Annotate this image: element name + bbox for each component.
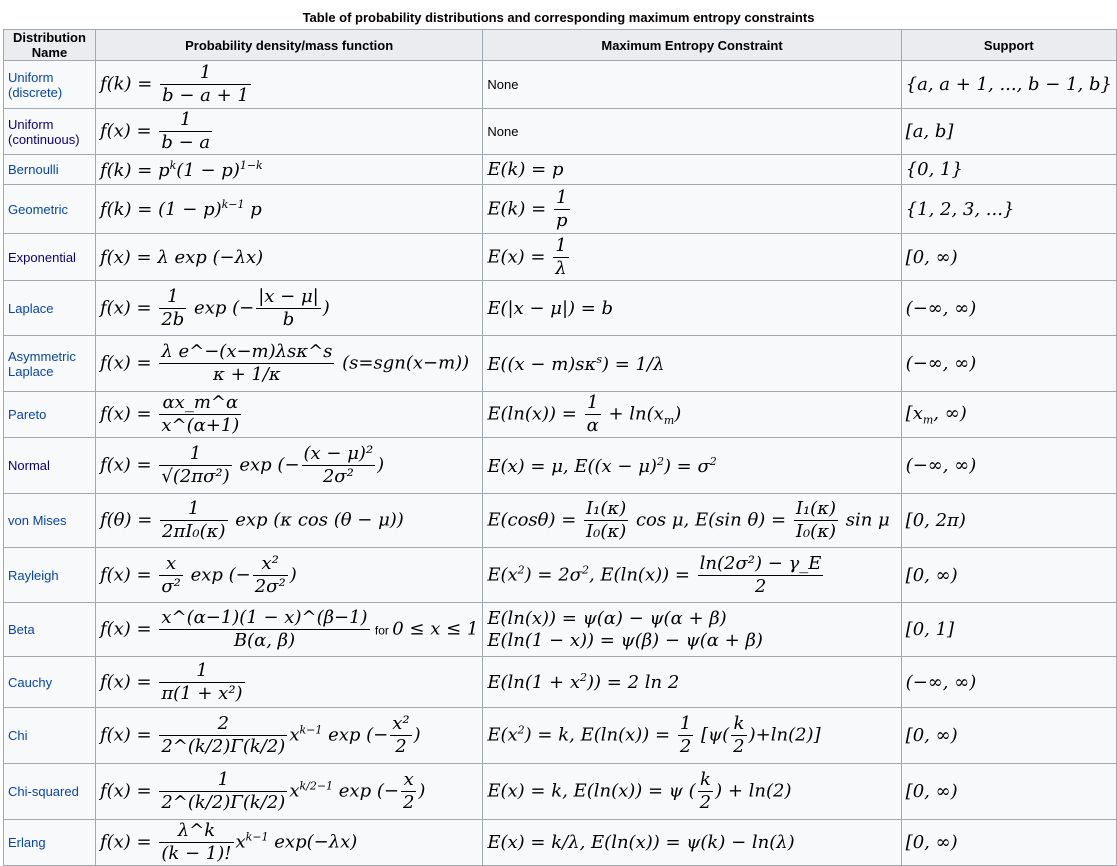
fraction	[401, 769, 416, 814]
math-text: E(x	[487, 724, 518, 746]
numerator: |x − μ|	[258, 285, 319, 307]
denominator: (k − 1)!	[161, 843, 232, 864]
constraint-cell: None	[483, 61, 901, 109]
numerator: 1	[159, 443, 231, 466]
table-caption: Table of probability distributions and corresponding maximum entropy constraints	[302, 10, 815, 25]
math-text: , ∞)	[933, 402, 967, 424]
math-text: f(θ) =	[99, 509, 159, 531]
numerator: 1	[160, 62, 251, 85]
superscript: 1−k	[239, 158, 263, 172]
pdf-cell	[95, 155, 482, 185]
fraction	[585, 392, 601, 437]
math-text: )) = 2 ln 2	[587, 672, 680, 693]
pdf-cell	[95, 234, 482, 281]
support-cell	[901, 820, 1116, 866]
math-text: f(k) =	[99, 73, 159, 95]
distribution-name-cell	[4, 708, 96, 764]
table-row	[4, 61, 1117, 109]
distribution-link[interactable]: Bernoulli	[8, 162, 59, 177]
math-text: f(k) = (1 − p)	[99, 199, 222, 220]
math-text: f(x) =	[99, 724, 158, 746]
pdf-cell	[95, 764, 482, 820]
fraction	[731, 713, 746, 758]
denominator: 2	[754, 575, 767, 597]
distribution-link[interactable]: Uniform (continuous)	[8, 116, 80, 147]
distribution-link[interactable]: von Mises	[8, 513, 67, 528]
math-text: )	[322, 297, 330, 318]
math-text: E(ln(1 + x	[487, 672, 581, 693]
math-text: ) = k, E(ln(x)) =	[524, 724, 676, 746]
fraction	[159, 769, 287, 814]
distribution-link[interactable]: Laplace	[8, 300, 54, 316]
support-cell	[901, 109, 1116, 155]
pdf-cell	[95, 603, 482, 657]
numerator: 1	[679, 713, 692, 734]
superscript: 2	[656, 454, 664, 468]
numerator: αx_m^α	[159, 392, 241, 415]
numerator: (x − μ)²	[303, 443, 374, 464]
table-row	[4, 494, 1117, 548]
denominator: 2^(k/2)Γ(k/2)	[161, 736, 286, 757]
math-text: [0, ∞)	[905, 246, 958, 268]
denominator: λ	[555, 257, 567, 279]
distribution-name-cell	[4, 494, 96, 548]
pdf-cell	[95, 438, 482, 494]
constraint-cell	[483, 336, 901, 392]
math-text: f(x) =	[99, 671, 158, 692]
denominator: 2^(k/2)Γ(k/2)	[161, 792, 286, 813]
math-text: E(ln(x)) =	[487, 403, 583, 425]
header-support: Support	[901, 30, 1116, 61]
distribution-name-cell	[4, 185, 96, 234]
pdf-cell	[95, 281, 482, 336]
math-text: ) + ln(2)	[715, 780, 792, 802]
superscript: 2	[580, 671, 588, 684]
distribution-name-cell	[4, 281, 96, 336]
math-text: E(x) = k/λ, E(ln(x)) = ψ(k) − ln(λ)	[487, 832, 795, 853]
numerator: x²	[392, 713, 410, 734]
distribution-link[interactable]: Uniform (discrete)	[8, 69, 63, 100]
math-text: 0 ≤ x ≤ 1	[392, 618, 479, 640]
fraction	[584, 498, 628, 543]
distribution-link[interactable]: Chi-squared	[8, 784, 79, 799]
table-row	[4, 109, 1117, 155]
constraint-cell	[483, 438, 901, 494]
support-cell	[901, 548, 1116, 603]
math-text: f(x) =	[99, 831, 158, 853]
distribution-name-cell	[4, 657, 96, 708]
constraint-cell	[483, 185, 901, 234]
math-text: (−∞, ∞)	[905, 671, 977, 693]
distribution-link[interactable]: Rayleigh	[8, 567, 59, 583]
superscript: s	[596, 352, 602, 366]
distribution-name-cell	[4, 548, 96, 603]
math-text: )	[418, 780, 426, 802]
denominator: b	[282, 308, 295, 330]
constraint-cell	[483, 281, 901, 336]
math-text: [0, 1]	[905, 619, 955, 640]
header-pdf: Probability density/mass function	[95, 30, 482, 61]
table-row	[4, 548, 1117, 603]
math-text: exp(−λx)	[268, 831, 358, 853]
distribution-link[interactable]: Exponential	[8, 249, 76, 265]
math-text: exp (κ cos (θ − μ))	[229, 509, 404, 531]
fraction	[159, 820, 233, 865]
math-text: f(x) =	[99, 403, 158, 425]
numerator: ln(2σ²) − γ_E	[699, 552, 822, 574]
math-text: exp (−	[233, 454, 300, 476]
math-text: [0, ∞)	[905, 725, 958, 746]
support-cell	[901, 185, 1116, 234]
math-text: [a, b]	[905, 121, 954, 142]
pdf-cell	[95, 820, 482, 866]
support-cell	[901, 708, 1116, 764]
numerator: I₁(κ)	[795, 498, 837, 519]
distribution-name-cell	[4, 61, 96, 109]
math-text: x	[289, 780, 300, 802]
math-text: + ln(x	[602, 403, 664, 425]
pdf-cell	[95, 61, 482, 109]
math-text: (−∞, ∞)	[905, 297, 977, 319]
support-cell	[901, 336, 1116, 392]
numerator: 1	[585, 392, 601, 415]
math-text: {1, 2, 3, ...}	[905, 198, 1015, 220]
fraction	[554, 187, 570, 232]
support-cell	[901, 657, 1116, 708]
superscript: 2	[709, 454, 717, 468]
distribution-link[interactable]: Beta	[8, 622, 35, 637]
math-text: E(x) = k, E(ln(x)) = ψ (	[487, 780, 696, 802]
denominator: I₀(κ)	[795, 521, 837, 542]
numerator: k	[731, 713, 746, 736]
numerator: 1	[159, 660, 244, 683]
header-distribution-name: Distribution Name	[4, 30, 96, 61]
math-text: ) = σ	[663, 455, 710, 477]
distribution-link[interactable]: Asymmetric Laplace	[8, 348, 76, 379]
distribution-name-cell	[4, 155, 96, 185]
distribution-name-cell	[4, 438, 96, 494]
support-cell	[901, 392, 1116, 438]
support-cell	[901, 603, 1116, 657]
math-text: f(x) =	[99, 780, 158, 802]
numerator: x²	[253, 553, 288, 576]
numerator: λ^k	[159, 820, 233, 843]
pdf-cell	[95, 708, 482, 764]
math-text: ) = 2σ	[524, 564, 582, 585]
table-row	[4, 392, 1117, 438]
denominator: 2	[733, 736, 745, 757]
pdf-cell	[95, 548, 482, 603]
constraint-cell	[483, 708, 901, 764]
fraction	[159, 553, 183, 598]
constraint-cell	[483, 657, 901, 708]
table-row	[4, 708, 1117, 764]
support-cell	[901, 234, 1116, 281]
denominator: x^(α+1)	[161, 415, 240, 436]
denominator: 2σ²	[254, 575, 286, 597]
denominator: 2	[402, 792, 415, 813]
fraction	[159, 109, 212, 154]
numerator: x^(α−1)(1 − x)^(β−1)	[161, 607, 368, 628]
constraint-cell	[483, 392, 901, 438]
math-text: f(x) =	[99, 120, 158, 142]
fraction	[794, 498, 838, 543]
fraction	[698, 553, 824, 598]
superscript: 2	[517, 563, 525, 576]
pdf-cell	[95, 392, 482, 438]
table-row	[4, 281, 1117, 336]
denominator: p	[555, 209, 568, 231]
denominator: 2πI₀(κ)	[162, 521, 226, 542]
numerator: 1	[159, 109, 212, 132]
math-text: (−∞, ∞)	[905, 353, 977, 374]
fraction	[253, 553, 288, 598]
math-text: p	[244, 199, 262, 220]
superscript: 2	[581, 563, 589, 576]
math-text: f(x) =	[99, 297, 158, 318]
table-row	[4, 185, 1117, 234]
math-text: [0, 2π)	[905, 510, 966, 531]
support-cell	[901, 155, 1116, 185]
math-text: f(x) =	[99, 454, 158, 476]
fraction	[159, 713, 287, 758]
fraction	[698, 769, 713, 814]
math-text: [x	[905, 402, 923, 424]
constraint-cell	[483, 155, 901, 185]
distribution-link[interactable]: Cauchy	[8, 674, 53, 690]
math-text: x	[289, 724, 300, 746]
numerator: 1	[555, 234, 567, 256]
fraction	[160, 62, 251, 107]
fraction	[159, 607, 369, 652]
constraint-cell	[483, 603, 901, 657]
distribution-link[interactable]: Pareto	[8, 407, 47, 422]
denominator: π(1 + x²)	[161, 682, 243, 704]
subscript: m	[663, 414, 675, 428]
math-text: )	[674, 403, 682, 425]
support-cell	[901, 764, 1116, 820]
fraction	[678, 713, 693, 758]
support-cell	[901, 494, 1116, 548]
fraction	[159, 392, 241, 437]
math-text: E(x) =	[487, 246, 552, 267]
denominator: b − a + 1	[162, 85, 249, 106]
math-text: E(x) = μ, E((x − μ)	[487, 455, 657, 477]
superscript: k−1	[245, 830, 269, 844]
numerator: 1	[159, 286, 186, 309]
subscript: m	[922, 413, 934, 427]
constraint-cell: None	[483, 109, 901, 155]
math-text: E(ln(x)) = ψ(α) − ψ(α + β)	[487, 607, 727, 629]
distribution-link[interactable]: Chi	[8, 728, 28, 743]
superscript: k	[169, 158, 177, 172]
note-text: for	[371, 623, 393, 638]
table-row	[4, 820, 1117, 866]
math-text: x	[235, 831, 246, 853]
numerator: k	[698, 769, 713, 792]
distribution-link[interactable]: Normal	[8, 458, 50, 473]
math-text: E(x	[487, 564, 518, 585]
math-text: )	[289, 564, 297, 585]
math-text: E(k) = p	[487, 159, 564, 180]
support-cell	[901, 438, 1116, 494]
numerator: 1	[554, 187, 570, 210]
math-text: E(|x − μ|) = b	[487, 297, 614, 319]
constraint-cell	[483, 494, 901, 548]
math-text: , E(ln(x)) =	[588, 564, 696, 585]
math-text: )	[413, 724, 421, 746]
math-text: ) = 1/λ	[602, 353, 665, 375]
numerator: λ e^−(x−m)λsκ^s	[161, 341, 333, 362]
denominator: α	[586, 415, 599, 436]
fraction	[553, 235, 568, 280]
distribution-name-cell	[4, 820, 96, 866]
fraction	[160, 498, 227, 543]
fraction	[302, 443, 376, 488]
denominator: σ²	[161, 575, 181, 597]
denominator: 2	[679, 736, 692, 757]
math-text: [0, ∞)	[905, 832, 958, 853]
math-text: f(x) =	[99, 352, 158, 374]
numerator: I₁(κ)	[586, 498, 627, 519]
max-entropy-table	[3, 29, 1117, 866]
header-constraint: Maximum Entropy Constraint	[483, 30, 901, 61]
math-text: [0, ∞)	[905, 564, 958, 586]
fraction	[159, 286, 186, 331]
denominator: B(α, β)	[233, 630, 296, 651]
support-cell	[901, 281, 1116, 336]
math-text: {0, 1}	[905, 159, 963, 180]
math-text: cos μ, E(sin θ) =	[630, 509, 792, 531]
math-text: (−∞, ∞)	[905, 455, 977, 476]
constraint-cell	[483, 820, 901, 866]
fraction	[159, 660, 244, 705]
math-text: E(ln(1 − x)) = ψ(β) − ψ(α + β)	[487, 629, 763, 651]
denominator: 2	[699, 792, 712, 813]
math-text: f(x) =	[99, 564, 158, 585]
table-row	[4, 336, 1117, 392]
fraction	[159, 341, 334, 386]
fraction	[390, 713, 411, 758]
numerator: x	[159, 553, 183, 576]
distribution-name-cell	[4, 109, 96, 155]
superscript: 2	[517, 723, 525, 737]
math-text: E((x − m)sκ	[487, 353, 597, 375]
distribution-link[interactable]: Geometric	[8, 201, 68, 217]
math-text: exp (−	[333, 780, 399, 802]
distribution-name-cell	[4, 234, 96, 281]
math-text: f(x) = λ exp (−λx)	[99, 246, 264, 268]
math-text: (s=sgn(x−m))	[336, 352, 470, 374]
math-text: exp (−	[184, 564, 251, 585]
math-text: f(x) =	[99, 618, 158, 640]
math-text: exp (−	[188, 297, 255, 318]
math-text: [ψ(	[695, 724, 730, 746]
superscript: k−1	[299, 723, 323, 737]
superscript: k−1	[221, 198, 245, 211]
denominator: κ + 1/κ	[213, 364, 281, 385]
pdf-cell	[95, 494, 482, 548]
math-text: f(k) = p	[99, 159, 170, 181]
constraint-cell	[483, 764, 901, 820]
header-row	[4, 30, 1117, 61]
math-text: (1 − p)	[176, 159, 240, 181]
pdf-cell	[95, 336, 482, 392]
math-text: sin μ	[840, 509, 890, 531]
distribution-link[interactable]: Erlang	[8, 835, 46, 850]
math-text: E(cosθ) =	[487, 509, 583, 531]
pdf-cell	[95, 109, 482, 155]
numerator: 1	[160, 498, 227, 521]
constraint-cell	[483, 234, 901, 281]
table-row	[4, 657, 1117, 708]
table-row	[4, 234, 1117, 281]
distribution-name-cell	[4, 336, 96, 392]
math-text: {a, a + 1, ..., b − 1, b}	[905, 74, 1112, 95]
constraint-cell	[483, 548, 901, 603]
math-text: )+ln(2)]	[748, 724, 821, 746]
numerator: 1	[159, 769, 287, 792]
superscript: k/2−1	[299, 779, 334, 793]
distribution-name-cell	[4, 392, 96, 438]
support-cell	[901, 61, 1116, 109]
table-row	[4, 603, 1117, 657]
math-text: )	[377, 454, 385, 476]
numerator: 2	[159, 713, 287, 736]
distribution-name-cell	[4, 603, 96, 657]
table-row	[4, 155, 1117, 185]
fraction	[256, 286, 321, 331]
denominator: b − a	[161, 132, 211, 153]
denominator: I₀(κ)	[586, 521, 627, 542]
distribution-name-cell	[4, 764, 96, 820]
table-row	[4, 764, 1117, 820]
math-text: [0, ∞)	[905, 781, 958, 802]
pdf-cell	[95, 657, 482, 708]
fraction	[159, 443, 231, 488]
pdf-cell	[95, 185, 482, 234]
denominator: 2σ²	[322, 466, 354, 487]
table-row	[4, 438, 1117, 494]
denominator: √(2πσ²)	[161, 466, 230, 487]
denominator: 2b	[161, 308, 185, 330]
math-text: E(k) =	[487, 198, 552, 219]
numerator: x	[401, 769, 416, 792]
denominator: 2	[395, 736, 407, 757]
math-text: exp (−	[322, 724, 389, 746]
